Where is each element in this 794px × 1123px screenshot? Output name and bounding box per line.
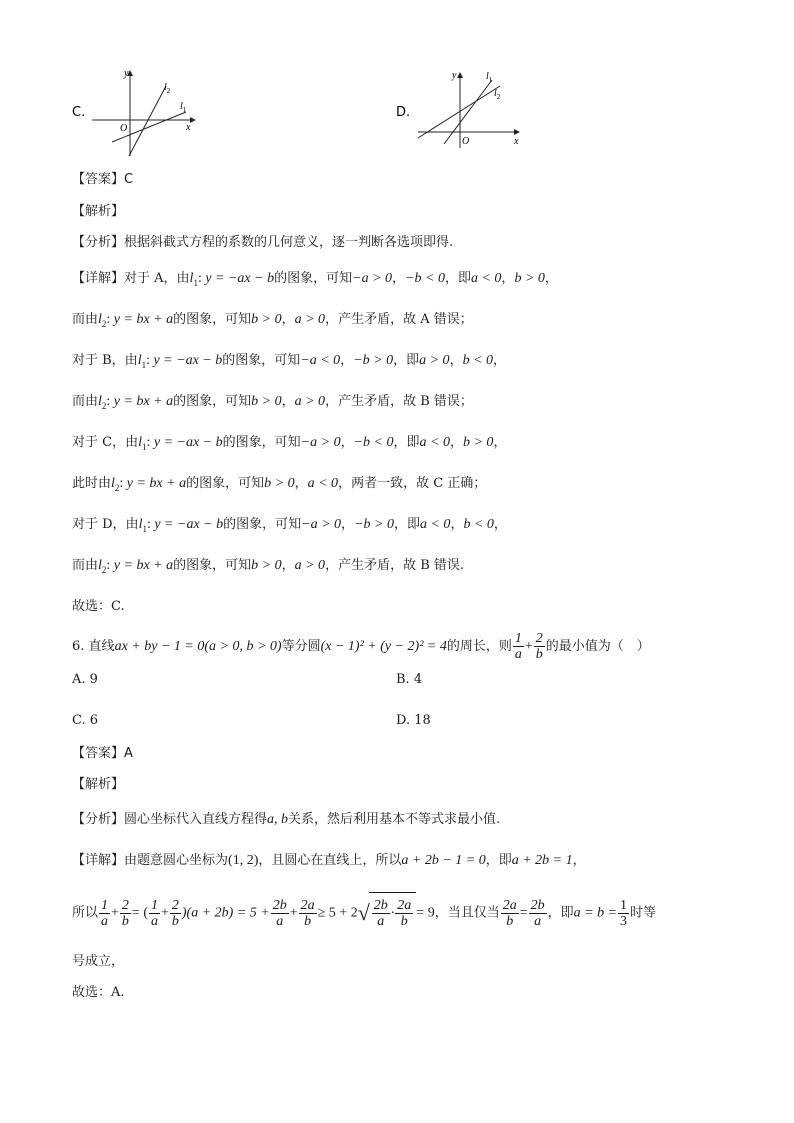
- q6-stem-a: 直线: [88, 639, 115, 654]
- cond-2: −b > 0: [353, 353, 394, 368]
- q6-d2-ge: ≥ 5 + 2: [317, 905, 358, 921]
- row-then: ，: [325, 312, 339, 327]
- line-eq: y = bx + a: [113, 394, 174, 409]
- q6-conclusion: 故选：A.: [72, 985, 125, 1000]
- row-then: ，: [325, 558, 339, 573]
- line-eq: y = −ax − b: [205, 271, 275, 286]
- line-label: $l_2$: [98, 394, 107, 411]
- graph-d-line-l2: [418, 86, 500, 138]
- row-tail: 产生矛盾，故 A 错误；: [338, 312, 473, 327]
- result-2: b < 0: [463, 517, 494, 532]
- graph-d: [396, 64, 536, 158]
- q6-option-c[interactable]: C. 6: [72, 713, 99, 728]
- q6-d2-ab: a = b =: [573, 905, 618, 921]
- q5-answer-value: C: [124, 172, 134, 187]
- q6-fenxi-vars: a, b: [267, 812, 289, 827]
- row-pre: 对于 C，由: [72, 435, 139, 450]
- q6-line-eq: ax + by − 1 = 0(a > 0, b > 0): [114, 639, 282, 654]
- result-2: b > 0: [514, 271, 545, 286]
- row-then: ，即: [393, 517, 420, 532]
- q5-detail-row: 此时由$l_2$: y = bx + a的图象，可知b > 0，a < 0，两者一致，故 C 正确；: [72, 476, 487, 493]
- row-then: ，: [338, 476, 352, 491]
- graph-d-label: D.: [396, 105, 411, 120]
- q6-answer: [72, 745, 133, 763]
- q6-detail-line-3: 号成立，: [72, 954, 125, 969]
- cond-1: −a < 0: [300, 353, 341, 368]
- q5-detail-row: 而由$l_2$: y = bx + a的图象，可知b > 0，a > 0，产生矛盾，故 B 错误；: [72, 394, 473, 411]
- line-label: $l_1$: [189, 271, 198, 288]
- q6-d2-eq9: = 9: [416, 905, 435, 921]
- row-mid: 的图象，可知: [222, 353, 301, 368]
- row-pre: 对于 A，由: [124, 271, 190, 286]
- row-pre: 此时由: [72, 476, 112, 491]
- q6-detail-line-1: [72, 852, 586, 870]
- q6-d2-cond-right: $\frac{2b}{a}$: [530, 897, 545, 929]
- row-then: ，: [325, 394, 339, 409]
- row-mid: 的图象，可知: [173, 558, 252, 573]
- row-pre: 而由: [72, 312, 99, 327]
- q6-d2-chain1: = (: [131, 905, 148, 921]
- q5-answer: [72, 171, 133, 189]
- q6-d2-pre: 所以: [72, 905, 99, 921]
- q5-detail-row: 对于 B，由$l_1$: y = −ax − b的图象，可知−a < 0，−b > 0，即a > 0，b < 0，: [72, 353, 507, 370]
- cond-1: b > 0: [251, 312, 282, 327]
- q5-detail-row: 【详解】对于 A，由$l_1$: y = −ax − b的图象，可知−a > 0，−b < 0，即a < 0，b > 0，: [72, 271, 558, 288]
- colon: :: [146, 435, 154, 450]
- row-pre: 而由: [72, 394, 99, 409]
- q6-circle-eq: (x − 1)² + (y − 2)² = 4: [320, 639, 447, 654]
- q6-stem-c: 的周长，则: [446, 639, 512, 654]
- colon: :: [106, 558, 114, 573]
- q6-d1-eq1: a + 2b − 1 = 0: [401, 853, 486, 868]
- q6-number: 6.: [72, 639, 85, 654]
- graph-d-l1-label: $l_1$: [486, 71, 493, 84]
- q6-stem-d: 的最小值为（ ）: [545, 639, 650, 654]
- q6-d2-frac-2a-b: $\frac{2a}{b}$: [300, 897, 315, 929]
- result-2: b > 0: [462, 435, 494, 450]
- line-eq: y = bx + a: [113, 312, 174, 327]
- q6-analysis-heading: [72, 776, 124, 794]
- graph-c-y-label: y: [124, 68, 129, 79]
- line-eq: y = bx + a: [113, 558, 174, 573]
- q5-detail-row: 而由$l_2$: y = bx + a的图象，可知b > 0，a > 0，产生矛盾，故 A 错误；: [72, 312, 473, 329]
- graph-d-line-l1: [444, 80, 492, 144]
- line-label: $l_2$: [98, 558, 107, 575]
- q5-conclusion: 故选：C.: [72, 599, 125, 614]
- q6-option-a[interactable]: A. 9: [72, 672, 98, 687]
- graph-d-y-label: y: [452, 70, 457, 81]
- q6-fenxi-tag: 【分析】: [72, 812, 125, 827]
- row-then: ，即: [393, 435, 420, 450]
- q6-d2-cond-left: $\frac{2a}{b}$: [502, 897, 517, 929]
- line-label: $l_1$: [138, 517, 147, 534]
- q6-d2-then: ，即: [547, 905, 574, 921]
- q6-d2-chain2: )(a + 2b) = 5 +: [181, 905, 270, 921]
- row-mid: 的图象，可知: [222, 435, 301, 450]
- graph-d-origin: O: [462, 136, 470, 147]
- line-eq: y = bx + a: [126, 476, 187, 491]
- q5-analysis-heading: [72, 203, 124, 221]
- cond-2: a > 0: [294, 312, 326, 327]
- row-mid: 的图象，可知: [173, 312, 252, 327]
- row-tail: ，: [493, 435, 507, 450]
- row-then: ，即: [393, 353, 420, 368]
- graph-c-origin: O: [120, 123, 128, 134]
- graph-d-l2-label: $l_2$: [494, 88, 501, 101]
- q6-d2-mid: ，当且仅当: [434, 905, 500, 921]
- row-mid: 的图象，可知: [274, 271, 353, 286]
- q5-xiangjie-tag: 【详解】: [72, 271, 125, 286]
- row-tail: ，: [493, 353, 507, 368]
- row-tail: 产生矛盾，故 B 错误；: [338, 394, 473, 409]
- q5-analysis-tag: 【解析】: [72, 204, 125, 219]
- row-mid: 的图象，可知: [223, 517, 302, 532]
- q5-fenxi-tag: 【分析】: [72, 235, 125, 250]
- graph-c-x-arrow: [190, 117, 196, 123]
- graph-c-x-label: x: [186, 122, 191, 133]
- q6-d2-frac-2b-a: $\frac{2b}{a}$: [272, 897, 287, 929]
- row-pre: 而由: [72, 558, 99, 573]
- q6-stem: [72, 630, 650, 664]
- q5-detail-row: 对于 D，由$l_1$: y = −ax − b的图象，可知−a > 0，−b > 0，即a < 0，b < 0，: [72, 517, 507, 534]
- q6-d2-tail: 时等: [630, 905, 657, 921]
- q6-d1-d: ，: [572, 853, 586, 868]
- line-label: $l_2$: [98, 312, 107, 329]
- row-tail: 产生矛盾，故 B 错误.: [338, 558, 465, 573]
- colon: :: [146, 517, 155, 532]
- graph-d-x-arrow: [514, 129, 520, 135]
- q6-sqrt-radicand: $\frac{2b}{a}$ · $\frac{2a}{b}$: [369, 892, 417, 934]
- q6-plus: +: [524, 639, 533, 654]
- cond-2: −b > 0: [354, 517, 394, 532]
- q6-fenxi-b: 关系，然后利用基本不等式求最小值.: [288, 812, 501, 827]
- q6-d2-third: $\frac{1}{3}$: [620, 897, 628, 929]
- q6-d2-frac-2b-b: $\frac{2}{b}$: [171, 897, 179, 929]
- line-eq: y = −ax − b: [153, 353, 223, 368]
- colon: :: [146, 353, 154, 368]
- q6-xiangjie-tag: 【详解】: [72, 853, 125, 868]
- result-1: a < 0: [470, 271, 502, 286]
- colon: :: [197, 271, 206, 286]
- q6-d1-b: ，且圆心在直线上，所以: [258, 853, 402, 868]
- cond-1: −a > 0: [301, 517, 342, 532]
- cond-1: b > 0: [264, 476, 295, 491]
- line-label: $l_1$: [138, 435, 147, 452]
- q6-center: (1, 2): [228, 853, 259, 868]
- result-1: a > 0: [419, 353, 450, 368]
- graph-c-l1-label: $l_1$: [180, 101, 187, 114]
- cond-2: a > 0: [294, 558, 326, 573]
- q6-fenxi-a: 圆心坐标代入直线方程得: [124, 812, 268, 827]
- colon: :: [119, 476, 127, 491]
- q6-frac-1-over-a: $\frac{1}{a}$: [514, 631, 522, 662]
- line-label: $l_2$: [111, 476, 120, 493]
- q6-d2-frac-1a: $\frac{1}{a}$: [101, 897, 109, 929]
- graph-d-y-arrow: [457, 72, 463, 78]
- cond-2: −b < 0: [405, 271, 445, 286]
- q6-d2-frac-1a-b: $\frac{1}{a}$: [150, 897, 158, 929]
- cond-1: −a > 0: [300, 435, 341, 450]
- q5-fenxi: [72, 234, 453, 252]
- q6-answer-tag: 【答案】: [72, 746, 125, 761]
- q6-d1-c: ，即: [485, 853, 512, 868]
- result-1: a < 0: [419, 435, 450, 450]
- line-eq: y = −ax − b: [153, 435, 223, 450]
- row-pre: 对于 B，由: [72, 353, 138, 368]
- row-tail: 两者一致，故 C 正确；: [351, 476, 487, 491]
- q5-fenxi-text: 根据斜截式方程的系数的几何意义，逐一判断各选项即得.: [124, 235, 454, 250]
- colon: :: [106, 312, 114, 327]
- q6-stem-b: 等分圆: [281, 639, 321, 654]
- colon: :: [106, 394, 114, 409]
- row-mid: 的图象，可知: [173, 394, 252, 409]
- result-1: a < 0: [419, 517, 451, 532]
- q6-d2-frac-2b: $\frac{2}{b}$: [121, 897, 129, 929]
- q6-fenxi: [72, 811, 500, 829]
- cond-1: −a > 0: [352, 271, 393, 286]
- q6-d1-eq2: a + 2b = 1: [511, 853, 573, 868]
- graph-c-line-l2: [129, 86, 166, 156]
- graph-c: [72, 64, 202, 158]
- q5-detail-row: 而由$l_2$: y = bx + a的图象，可知b > 0，a > 0，产生矛盾，故 B 错误.: [72, 558, 465, 575]
- graph-d-x-label: x: [514, 136, 519, 147]
- graph-c-label: C.: [72, 105, 86, 120]
- q6-d1-a: 由题意圆心坐标为: [124, 853, 229, 868]
- q6-sqrt-sign: √: [357, 900, 370, 925]
- q6-option-d[interactable]: D. 18: [396, 713, 431, 728]
- q5-detail-row: 对于 C，由$l_1$: y = −ax − b的图象，可知−a > 0，−b < 0，即a < 0，b > 0，: [72, 435, 507, 452]
- line-label: $l_1$: [137, 353, 147, 370]
- q6-answer-value: A: [124, 746, 133, 761]
- graph-c-l2-label: $l_2$: [164, 82, 171, 95]
- row-pre: 对于 D，由: [72, 517, 139, 532]
- cond-2: −b < 0: [353, 435, 394, 450]
- line-eq: y = −ax − b: [154, 517, 224, 532]
- q6-detail-line-2: 所以 $\frac{1}{a}$ + $\frac{2}{b}$ = ( $\frac{1}{a}$ + $\frac{2}{b}$ )(a + 2b) = 5 + $\frac{2b}{a}$ + $\frac{2a}{b}$ ≥ 5 + 2√ $\frac{2b}{a}$ · $\frac{2a}{b}$ = 9，当且仅当 $\frac{2a}{b}$ = $\frac{2b}{a}$ ，即a = b = $\frac{1}{3}$ 时等: [72, 892, 656, 932]
- row-tail: ，: [493, 517, 507, 532]
- row-mid: 的图象，可知: [186, 476, 265, 491]
- row-then: ，即: [444, 271, 471, 286]
- cond-1: b > 0: [251, 394, 282, 409]
- cond-1: b > 0: [251, 558, 282, 573]
- cond-2: a < 0: [307, 476, 339, 491]
- cond-2: a > 0: [294, 394, 326, 409]
- result-2: b < 0: [462, 353, 494, 368]
- row-tail: ，: [544, 271, 558, 286]
- q6-analysis-tag: 【解析】: [72, 777, 125, 792]
- q6-option-b[interactable]: B. 4: [396, 672, 423, 687]
- q6-frac-2-over-b: $\frac{2}{b}$: [535, 631, 543, 662]
- q5-answer-tag: 【答案】: [72, 172, 125, 187]
